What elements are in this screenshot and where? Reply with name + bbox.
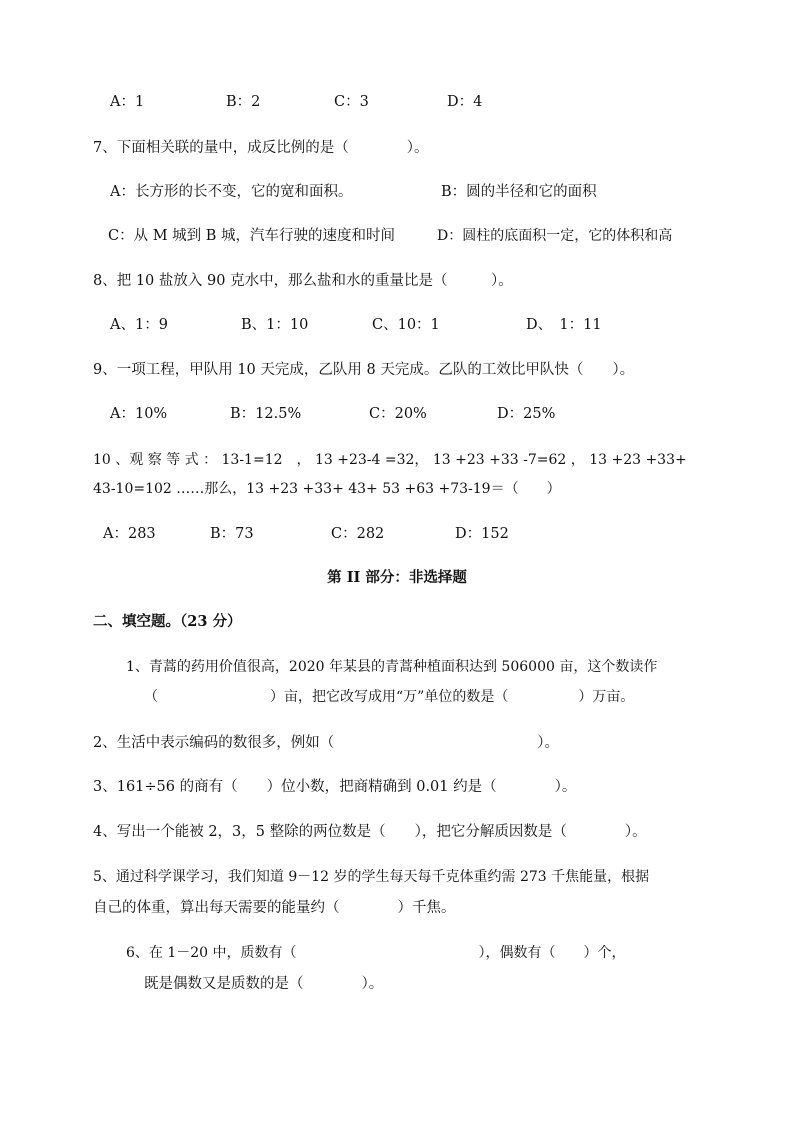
fill-6-line-2: 既是偶数又是质数的是（ ）。 [144, 976, 384, 992]
q8-option-b: B、1：10 [241, 317, 309, 333]
q10-option-d: D：152 [455, 526, 509, 542]
q10-option-c: C：282 [331, 526, 385, 542]
q10-option-a: A：283 [103, 526, 156, 542]
q7-stem: 7、下面相关联的量中，成反比例的是（ ）。 [93, 140, 429, 156]
q6-option-b: B：2 [226, 94, 261, 110]
q8-option-c: C、10：1 [372, 317, 440, 333]
q10-option-b: B：73 [210, 526, 254, 542]
fill-5-line-1: 5、通过科学课学习，我们知道 9－12 岁的学生每天每千克体重约需 273 千焦能量，根据 [93, 869, 650, 885]
q6-option-d: D：4 [447, 94, 483, 110]
section-2-title: 二、填空题。（23 分） [93, 613, 242, 630]
fill-6-line-1: 6、在 1－20 中，质数有（ ），偶数有（ ）个， [126, 945, 626, 961]
fill-3: 3、161÷56 的商有（ ）位小数，把商精确到 0.01 约是（ ）。 [93, 779, 577, 795]
fill-2: 2、生活中表示编码的数很多，例如（ ）。 [93, 735, 559, 751]
part-2-title: 第 II 部分：非选择题 [327, 569, 467, 586]
q7-option-d: D：圆柱的底面积一定，它的体积和高 [437, 228, 673, 244]
q8-stem: 8、把 10 盐放入 90 克水中，那么盐和水的重量比是（ ）。 [93, 273, 513, 289]
q9-option-a: A：10% [110, 406, 168, 422]
fill-1-line-2: （ ）亩，把它改写成用“万”单位的数是（ ）万亩。 [144, 689, 635, 705]
q6-option-a: A：1 [110, 94, 145, 110]
q6-option-c: C：3 [334, 94, 369, 110]
q10-line-1: 10 、观 察 等 式 ： 13-1=12 ， 13 +23-4 =32， 13 +23 +33 -7=62 ， 13 +23 +33+ [93, 452, 687, 468]
q7-option-b: B：圆的半径和它的面积 [441, 184, 597, 200]
fill-5-line-2: 自己的体重，算出每天需要的能量约（ ）千焦。 [93, 900, 456, 916]
q9-option-c: C：20% [369, 406, 427, 422]
q9-option-d: D：25% [497, 406, 556, 422]
q10-line-2: 43-10=102 ……那么，13 +23 +33+ 43+ 53 +63 +73-19＝（ ） [93, 481, 561, 497]
q9-stem: 9、一项工程，甲队用 10 天完成，乙队用 8 天完成。乙队的工效比甲队快（ ）。 [93, 362, 635, 378]
fill-1-line-1: 1、青蒿的药用价值很高，2020 年某县的青蒿种植面积达到 506000 亩，这个数读作 [126, 659, 658, 675]
q7-option-a: A：长方形的长不变，它的宽和面积。 [110, 184, 353, 200]
q8-option-a: A、1：9 [110, 317, 168, 333]
fill-4: 4、写出一个能被 2，3，5 整除的两位数是（ ），把它分解质因数是（ ）。 [93, 824, 647, 840]
q8-option-d: D、 1：11 [526, 317, 602, 333]
q9-option-b: B：12.5% [230, 406, 302, 422]
q7-option-c: C：从 M 城到 B 城，汽车行驶的速度和时间 [108, 228, 396, 244]
